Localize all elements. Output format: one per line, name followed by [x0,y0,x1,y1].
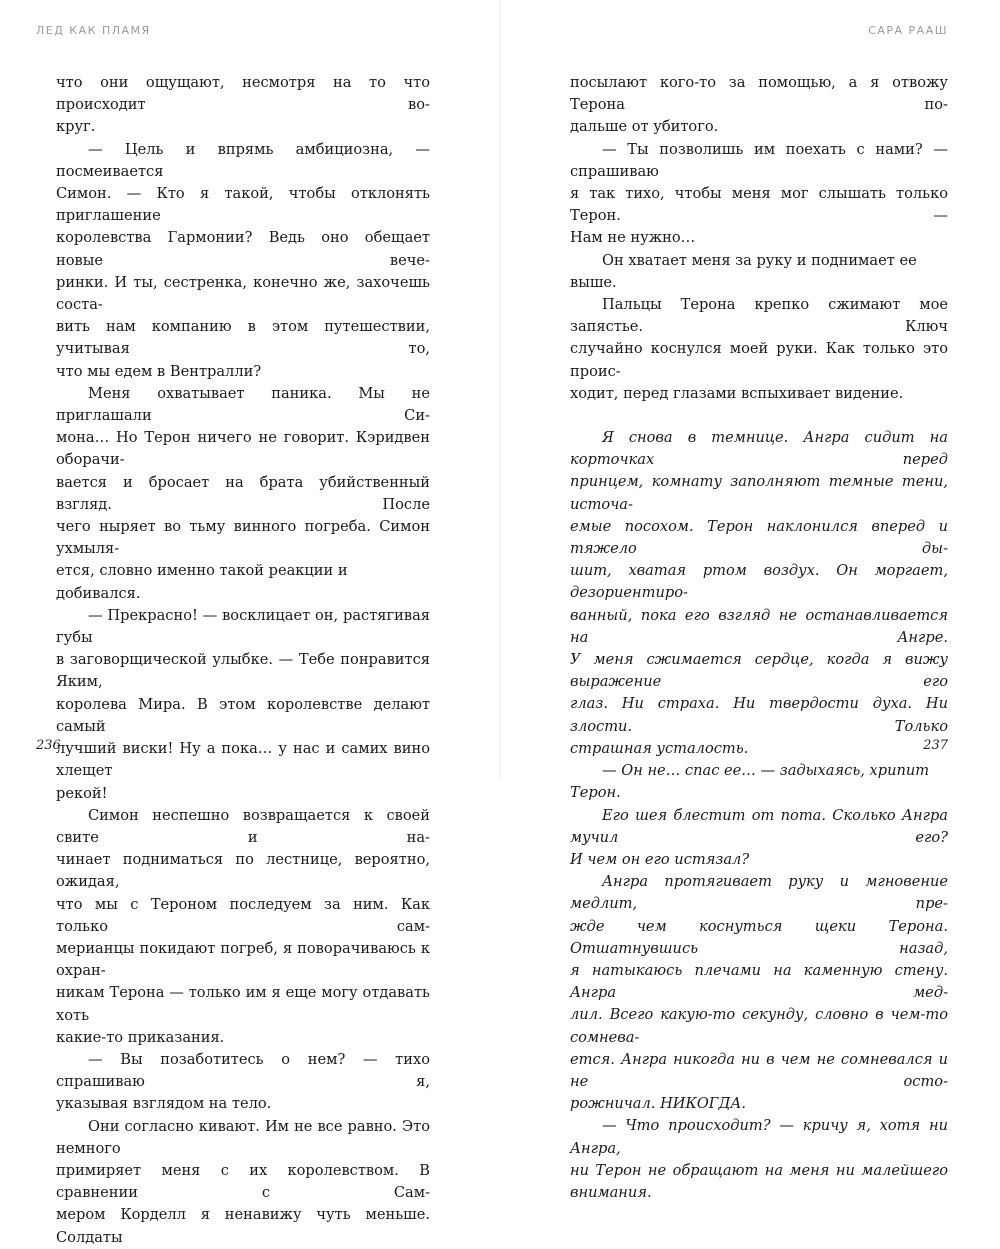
text-line: Его шея блестит от пота. Сколько Ангра мучил его? [570,806,948,846]
text-line: никам Терона — только им я еще могу отдавать хоть [56,984,430,1024]
text-line: Я снова в темнице. Ангра сидит на корточках перед [570,429,948,469]
text-line: я натыкаюсь плечами на каменную стену. Ангра мед- [570,961,948,1002]
text-line: королева Мира. В этом королевстве делают самый [56,695,430,735]
vision-passage [570,427,948,1204]
text-line: вить нам компанию в этом путешествии, учитывая то, [56,318,430,358]
text-line: указывая взглядом на тело. [56,1095,272,1113]
text-line: жде чем коснуться щеки Терона. Отшатнувшись назад, [570,917,948,957]
text-line: Пальцы Терона крепко сжимают мое запястье. Ключ [570,296,948,336]
text-line: я так тихо, чтобы меня мог слышать только Терон. — [570,185,948,225]
text-line: какие-то приказания. [56,1028,225,1046]
text-line: чего ныряет во тьму винного погреба. Симон ухмыля- [56,518,430,558]
text-line: Нам не нужно… [570,229,696,247]
text-line: ется, словно именно такой реакции и добивался. [56,562,348,602]
running-header-author: САРА РААШ [868,24,948,37]
text-line: шит, хватая ртом воздух. Он моргает, дезориентиро- [570,562,948,602]
text-line: Он хватает меня за руку и поднимает ее выше. [570,251,917,291]
text-line: Меня охватывает паника. Мы не приглашали Си- [56,384,430,425]
text-line: Симон. — Кто я такой, чтобы отклонять приглашение [56,185,430,225]
text-line: Ангра протягивает руку и мгновение медлит, пре- [570,873,948,913]
text-line: — Цель и впрямь амбициозна, — посмеивается [56,140,430,180]
text-line: лучший виски! Ну а пока… у нас и самих вино хлещет [56,740,430,780]
text-line: вается и бросает на брата убийственный взгляд. После [56,473,430,513]
left-page [0,0,500,1246]
text-line: — Вы позаботитесь о нем? — тихо спрашиваю я, [56,1050,430,1091]
text-line: глаз. Ни страха. Ни твердости духа. Ни злости. Только [570,695,948,735]
text-line: — Ты позволишь им поехать с нами? — спрашиваю [570,140,948,180]
text-line: мером Корделл я ненавижу чуть меньше. Солдаты [56,1206,430,1246]
text-line: круг. [56,118,96,136]
page-number: 236 [36,738,61,753]
text-line: Они согласно кивают. Им не все равно. Это немного [56,1117,430,1157]
text-line: дальше от убитого. [570,118,719,136]
text-line: Симон неспешно возвращается к своей свите и на- [56,806,430,846]
text-line: — Прекрасно! — восклицает он, растягивая губы [56,606,430,647]
text-line: рекой! [56,784,108,802]
text-line: что мы едем в Вентралли? [56,362,262,380]
text-line: примиряет меня с их королевством. В сравнении с Сам- [56,1161,430,1202]
right-page-body [570,72,948,1204]
text-line: мона… Но Терон ничего не говорит. Кэридвен оборачи- [56,429,430,469]
page-number: 237 [923,738,948,753]
text-line: рожничал. НИКОГДА. [570,1095,747,1113]
text-line: чинает подниматься по лестнице, вероятно, ожидая, [56,851,430,891]
text-line: — Он не… спас ее… — задыхаясь, хрипит Терон. [570,762,930,802]
text-line: королевства Гармонии? Ведь оно обещает новые вече- [56,229,430,269]
text-line: принцем, комнату заполняют темные тени, источа- [570,473,948,513]
text-line: ванный, пока его взгляд не останавливается на Ангре. [570,606,948,646]
text-line: ется. Ангра никогда ни в чем не сомневался и не осто- [570,1050,948,1090]
text-line: посылают кого-то за помощью, а я отвожу Терона по- [570,74,948,114]
text-line: — Что происходит? — кричу я, хотя ни Ангра, [570,1117,948,1157]
text-line: что мы с Тероном последуем за ним. Как только сам- [56,895,430,935]
text-line: ходит, перед глазами вспыхивает видение. [570,384,904,402]
text-line: ни Терон не обращают на меня ни малейшего внимания. [570,1161,948,1201]
right-page [500,0,1000,1201]
text-line: мерианцы покидают погреб, я поворачиваюсь к охран- [56,939,430,980]
section-break [570,405,948,427]
text-line: емые посохом. Терон наклонился вперед и тяжело ды- [570,517,948,558]
text-line: случайно коснулся моей руки. Как только это проис- [570,340,948,380]
text-line: И чем он его истязал? [570,850,750,868]
left-page-body [56,72,430,1249]
text-line: что они ощущают, несмотря на то что происходит во- [56,74,430,114]
text-line: в заговорщической улыбке. — Тебе понравится Яким, [56,651,430,691]
text-line: страшная усталость. [570,739,749,757]
text-line: ринки. И ты, сестренка, конечно же, захочешь соста- [56,273,430,314]
text-line: У меня сжимается сердце, когда я вижу выражение его [570,651,948,691]
text-line: лил. Всего какую-то секунду, словно в чем-то сомнева- [570,1006,948,1046]
running-header-book-title: ЛЕД КАК ПЛАМЯ [36,24,151,37]
